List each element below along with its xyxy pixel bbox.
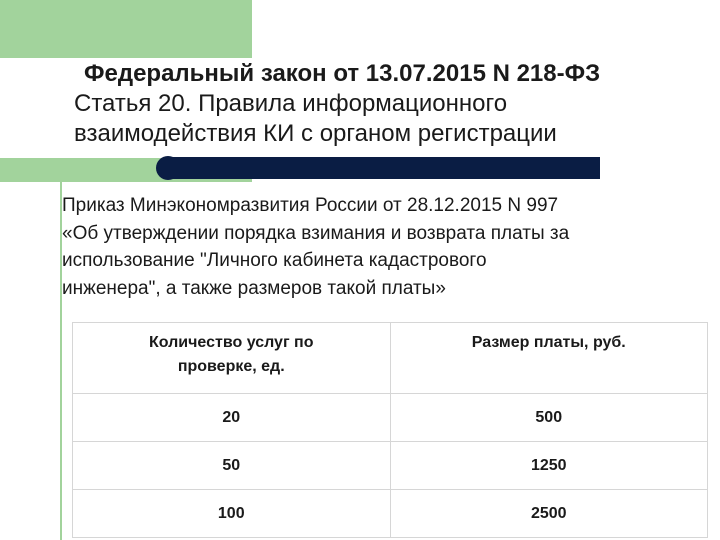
cell-fee: 1250 [390, 442, 708, 490]
column-header-count-line-2: проверке, ед. [177, 358, 285, 375]
fee-table [72, 322, 708, 538]
order-line-4: инженера", а также размеров такой платы» [62, 277, 446, 299]
title-block [0, 58, 720, 158]
order-line-1: Приказ Минэкономразвития России от 28.12.2015 N 997 [62, 195, 559, 216]
order-line-2: «Об утверждении порядка взимания и возврата платы за [62, 222, 570, 244]
column-header-count-line-1: Количество услуг по [149, 334, 314, 351]
divider-bar [168, 157, 600, 179]
cell-fee: 2500 [390, 490, 708, 538]
cell-count: 50 [73, 442, 391, 490]
order-line-3: использование "Личного кабинета кадастрового [62, 250, 487, 271]
table-row [73, 394, 708, 442]
law-title: Федеральный закон от 13.07.2015 N 218-ФЗ [84, 60, 601, 87]
cell-count: 20 [73, 394, 391, 442]
column-header-fee [390, 323, 708, 394]
column-header-fee-line-1: Размер платы, руб. [471, 334, 626, 351]
table-header-row [73, 323, 708, 394]
table-row [73, 490, 708, 538]
article-title-line-2: взаимодействия КИ с органом регистрации [74, 120, 557, 147]
cell-count: 100 [73, 490, 391, 538]
column-header-count [73, 323, 391, 394]
article-title-line-1: Статья 20. Правила информационного [74, 90, 508, 117]
order-paragraph [62, 192, 698, 302]
table-row [73, 442, 708, 490]
cell-fee: 500 [390, 394, 708, 442]
